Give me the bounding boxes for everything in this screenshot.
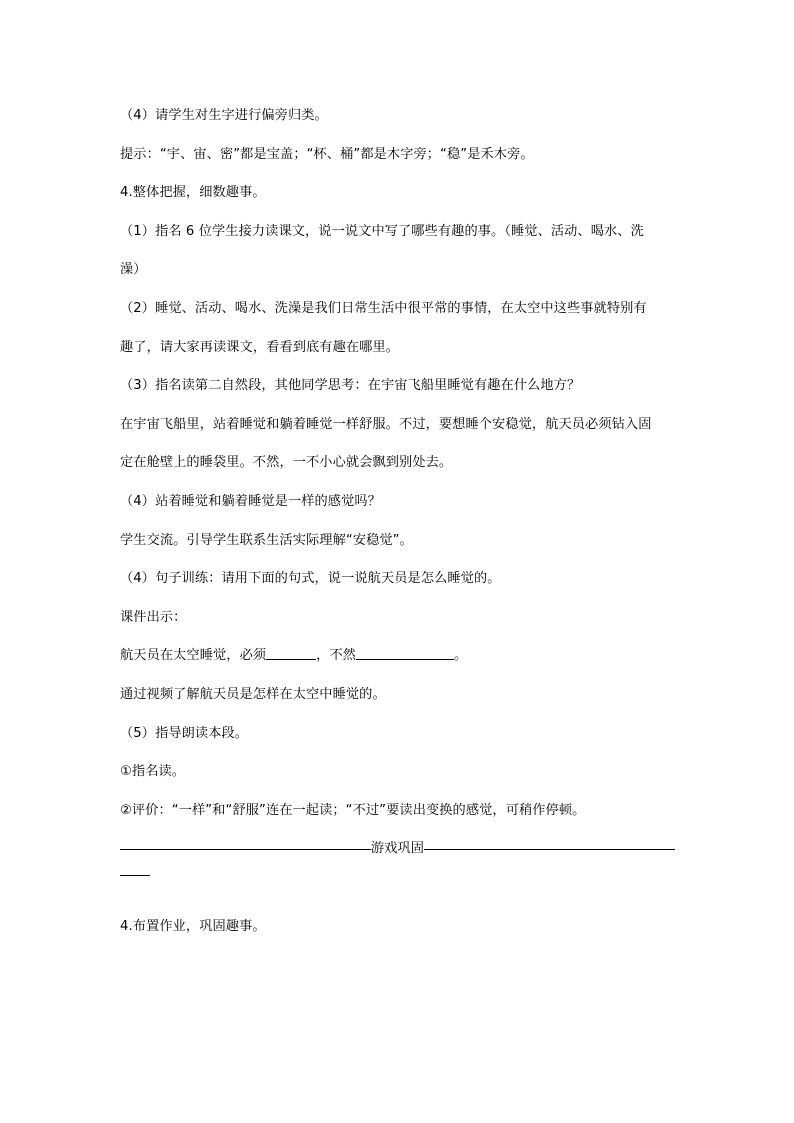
paragraph: （4）请学生对生字进行偏旁归类。 (120, 108, 328, 123)
section-heading: 4.布置作业，巩固趣事。 (120, 918, 266, 934)
paragraph: （4）句子训练：请用下面的句式，说一说航天员是怎么睡觉的。 (120, 571, 501, 587)
divider-rule-right (424, 849, 675, 850)
paragraph: （4）站着睡觉和躺着睡觉是一样的感觉吗？ (120, 493, 381, 509)
divider-label: 游戏巩固 (370, 841, 425, 857)
sentence-end: 。 (454, 648, 468, 664)
paragraph-continuation: 趣了，请大家再读课文，看看到底有趣在哪里。 (120, 339, 400, 355)
paragraph: 在宇宙飞船里，站着睡觉和躺着睡觉一样舒服。不过，要想睡个安稳觉，航天员必须钻入固 (120, 416, 652, 432)
divider-rule-tail (120, 875, 150, 876)
section-divider (120, 836, 675, 862)
paragraph: （1）指名 6 位学生接力读课文，说一说文中写了哪些有趣的事。（睡觉、活动、喝水、洗 (120, 223, 644, 239)
paragraph: ②评价：“一样”和“舒服”连在一起读；“不过”要读出变换的感觉，可稍作停顿。 (120, 802, 586, 818)
divider-rule-left (120, 849, 371, 850)
document-body (120, 103, 675, 952)
divider-continuation (120, 875, 675, 901)
paragraph-continuation: 定在舱壁上的睡袋里。不然，一不小心就会飘到别处去。 (120, 455, 453, 471)
paragraph: 提示：“宇、宙、密”都是宝盖；“杯、桶”都是木字旁；“稳”是禾木旁。 (120, 146, 534, 162)
blank-line (266, 645, 316, 660)
sentence-middle: ，不然 (316, 648, 357, 664)
section-heading: 4.整体把握，细数趣事。 (120, 185, 266, 201)
paragraph-continuation: 澡） (120, 262, 147, 278)
fill-in-sentence (120, 643, 675, 669)
paragraph: （5）指导朗读本段。 (120, 725, 249, 741)
paragraph: 课件出示： (120, 609, 187, 625)
paragraph: 通过视频了解航天员是怎样在太空中睡觉的。 (120, 686, 386, 702)
paragraph: （3）指名读第二自然段，其他同学思考：在宇宙飞船里睡觉有趣在什么地方？ (120, 378, 581, 394)
blank-line (356, 645, 454, 660)
paragraph: 学生交流。引导学生联系生活实际理解“安稳觉”。 (120, 532, 413, 548)
paragraph: ①指名读。 (120, 764, 186, 780)
paragraph: （2）睡觉、活动、喝水、洗澡是我们日常生活中很平常的事情，在太空中这些事就特别有 (120, 300, 647, 316)
sentence-start: 航天员在太空睡觉，必须 (120, 648, 267, 664)
